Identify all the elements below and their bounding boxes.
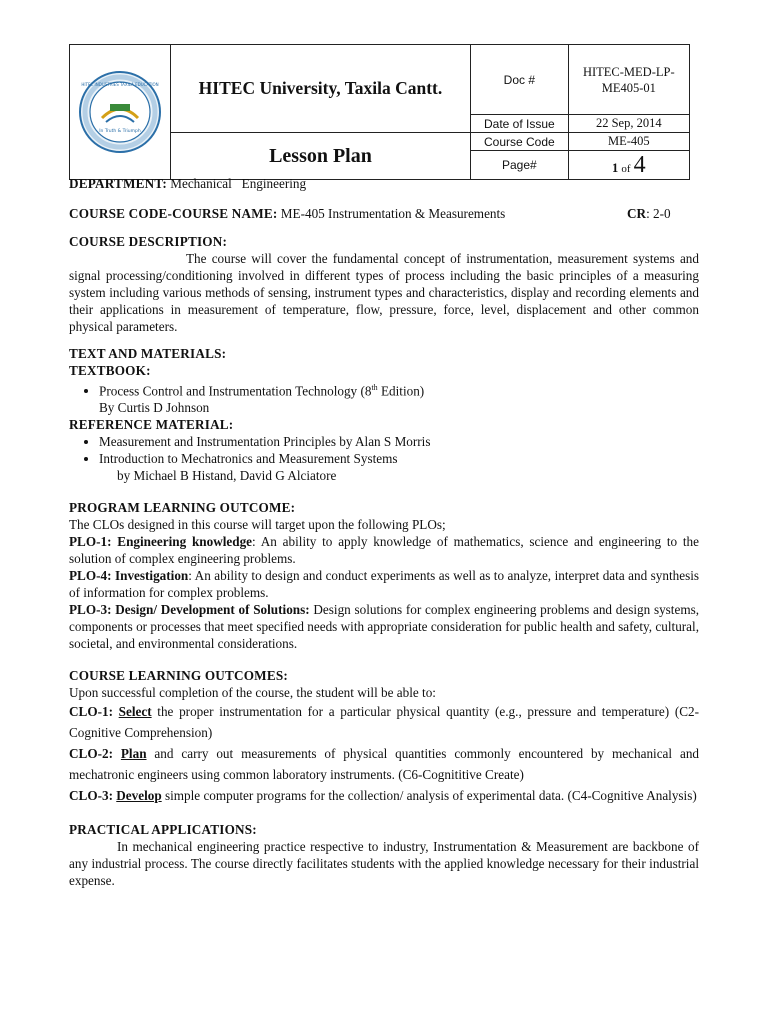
practical-heading: PRACTICAL APPLICATIONS: [69,822,257,838]
department-label: DEPARTMENT: [69,176,167,191]
credit-hours [627,205,671,222]
textbook-item: • Process Control and Instrumentation Technology (8th Edition) [99,379,699,399]
doc-title-cell [170,133,470,180]
doc-number-value: HITEC-MED-LP-ME405-01 [568,45,689,115]
course-code-value: ME-405 [568,133,689,151]
plo-heading: PROGRAM LEARNING OUTCOME: [69,500,296,516]
doc-title: Lesson Plan [269,144,372,167]
reference-heading: REFERENCE MATERIAL: [69,417,234,433]
date-of-issue-value: 22 Sep, 2014 [568,115,689,133]
clo-item: CLO-3: Develop simple computer programs for the collection/ analysis of experimental data. (C4-Cognitive Analysis) [69,788,697,804]
university-logo-cell [70,45,171,180]
doc-number-label: Doc # [471,45,569,115]
plo-item: PLO-1: Engineering knowledge: An ability to apply knowledge of mathematics, science and engineering to the solution of complex engineering problems. [69,534,700,567]
credit-value: : 2-0 [646,206,671,221]
course-description-text: The course will cover the fundamental concept of instrumentation, measurement systems and signal processing/conditioning involved in different types of process including the basic principles of a measuring system including various methods of sensing, instrument types and characteristics, display and recording elements and their applications in measurement of temperature, flow, pressure, force, level, displacement and other common physical parameters. [69,251,699,334]
clo-item: CLO-2: Plan and carry out measurements of physical quantities commonly encountered by mechanical and mechatronic engineers using common laboratory instruments. (C6-Cognititive Create) [69,746,700,783]
plo-intro: The CLOs designed in this course will target upon the following PLOs; [69,517,446,533]
textbook-list [69,379,699,399]
plo-item: PLO-4: Investigation: An ability to design and conduct experiments as well as to analyze, interpret data and synthesis of information for complex problems. [69,568,700,601]
reference-item: • Introduction to Mechatronics and Measurement Systems [99,450,699,467]
page-total: 4 [633,151,646,178]
course-name: ME-405 Instrumentation & Measurements [280,206,506,221]
page-of: of [621,162,631,175]
textbook-author: By Curtis D Johnson [99,400,210,416]
department-value: Mechanical Engineering [170,176,307,191]
date-of-issue-label: Date of Issue [471,115,569,133]
reference-item: • Measurement and Instrumentation Principles by Alan S Morris [99,433,699,450]
svg-text:HITEC INDUSTRIES TAXILA EDUCAT: HITEC INDUSTRIES TAXILA EDUCATION [81,82,159,87]
clo-intro: Upon successful completion of the course, the student will be able to: [69,685,436,701]
svg-text:In Truth & Triumph: In Truth & Triumph [99,129,141,134]
document-header-table [69,44,690,180]
course-description-heading: COURSE DESCRIPTION: [69,234,228,249]
textbook-heading: TEXTBOOK: [69,363,151,378]
plo-item: PLO-3: Design/ Development of Solutions: Design solutions for complex engineering problems and design systems, components or processes that meet specified needs with appropriate consideration for public health and safety, cultural, societal, and environmental considerations. [69,602,700,652]
document-body [69,175,699,889]
reference-authors: by Michael B Histand, David G Alciatore [117,468,337,484]
university-name: HITEC University, Taxila Cantt. [198,78,443,98]
department-line [69,175,699,192]
text-materials-heading: TEXT AND MATERIALS: [69,346,227,361]
university-logo [78,70,162,154]
practical-text: In mechanical engineering practice respective to industry, Instrumentation & Measurement are backbone of any industrial process. The course directly facilitates students with the applied knowledge necessary for their industrial expense. [69,839,699,889]
credit-label: CR [627,206,647,221]
clo-heading: COURSE LEARNING OUTCOMES: [69,668,288,684]
course-code-label: Course Code [471,133,569,151]
reference-list [69,433,699,467]
page-current: 1 [611,160,619,175]
university-name-cell [170,45,470,133]
clo-item: CLO-1: Select the proper instrumentation for a particular physical quantity (e.g., pressure and temperature) (C2-Cognitive Comprehension) [69,704,700,741]
course-label: COURSE CODE-COURSE NAME: [69,206,278,221]
page-label: Page# [471,151,569,180]
course-line [69,205,699,222]
